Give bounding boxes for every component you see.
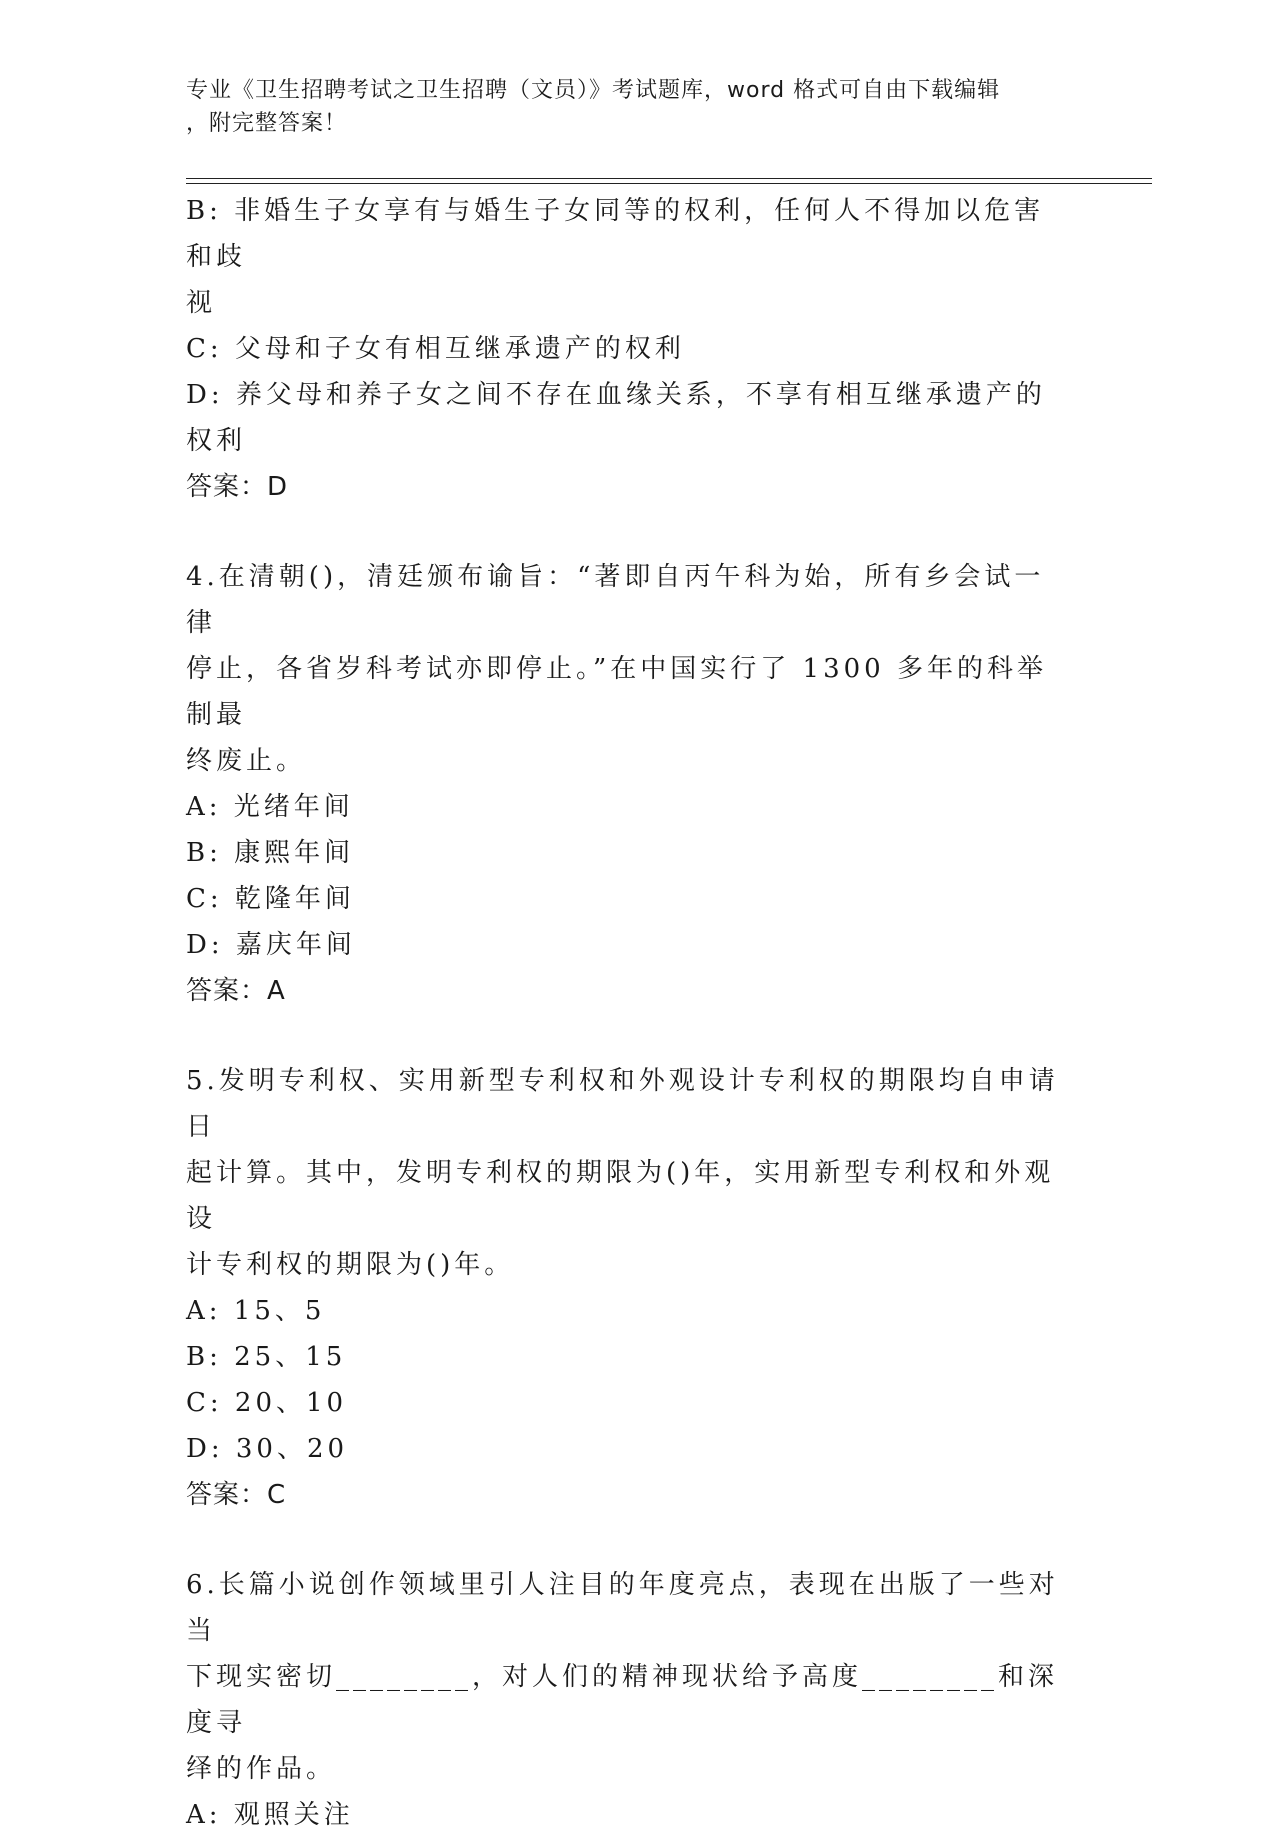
q6-stem-line-1: 6.长篇小说创作领域里引人注目的年度亮点，表现在出版了一些对当 <box>186 1570 1059 1646</box>
q4-option-d: D: 嘉庆年间 <box>186 930 356 960</box>
q3-option-b-line-1: B: 非婚生子女享有与婚生子女同等的权利，任何人不得加以危害和歧 <box>186 196 1045 272</box>
q6-stem-line-3: 绎的作品。 <box>186 1754 337 1784</box>
q5-option-a: A: 15、5 <box>186 1296 326 1326</box>
q4-option-a: A: 光绪年间 <box>186 792 354 822</box>
q6-stem-line-2: 下现实密切________，对人们的精神现状给予高度________和深度寻 <box>186 1662 1059 1738</box>
question-4-block <box>186 554 1066 1014</box>
q5-answer: 答案：C <box>186 1480 287 1510</box>
question-3-block <box>186 188 1066 510</box>
q5-option-c: C: 20、10 <box>186 1388 348 1418</box>
header-divider-top <box>186 178 1152 179</box>
q5-stem-line-3: 计专利权的期限为()年。 <box>186 1250 515 1280</box>
q5-option-b: B: 25、15 <box>186 1342 347 1372</box>
spacer <box>186 510 1066 554</box>
header-line-1: 专业《卫生招聘考试之卫生招聘（文员）》考试题库，word 格式可自由下载编辑 <box>186 78 1001 103</box>
q3-option-c: C: 父母和子女有相互继承遗产的权利 <box>186 334 685 364</box>
header-line-2: ，附完整答案！ <box>186 111 348 136</box>
q5-option-d: D: 30、20 <box>186 1434 349 1464</box>
q3-answer: 答案：D <box>186 472 289 502</box>
q4-stem-line-1: 4.在清朝()，清廷颁布谕旨：“著即自丙午科为始，所有乡会试一律 <box>186 562 1045 638</box>
q3-option-b-line-2: 视 <box>186 288 217 318</box>
q5-stem-line-2: 起计算。其中，发明专利权的期限为()年，实用新型专利权和外观设 <box>186 1158 1055 1234</box>
spacer <box>186 1014 1066 1058</box>
q4-option-c: C: 乾隆年间 <box>186 884 355 914</box>
q3-option-d: D: 养父母和养子女之间不存在血缘关系，不享有相互继承遗产的权利 <box>186 380 1046 456</box>
q4-stem-line-3: 终废止。 <box>186 746 307 776</box>
q4-answer: 答案：A <box>186 976 286 1006</box>
question-6-block <box>186 1562 1066 1838</box>
header-divider-bottom <box>186 183 1152 184</box>
q6-option-a: A: 观照关注 <box>186 1800 354 1830</box>
question-5-block <box>186 1058 1066 1518</box>
q5-stem-line-1: 5.发明专利权、实用新型专利权和外观设计专利权的期限均自申请日 <box>186 1066 1059 1142</box>
question-content <box>186 188 1066 1838</box>
document-header <box>186 74 1066 140</box>
q4-option-b: B: 康熙年间 <box>186 838 355 868</box>
spacer <box>186 1518 1066 1562</box>
q4-stem-line-2: 停止，各省岁科考试亦即停止。”在中国实行了 1300 多年的科举制最 <box>186 654 1047 730</box>
